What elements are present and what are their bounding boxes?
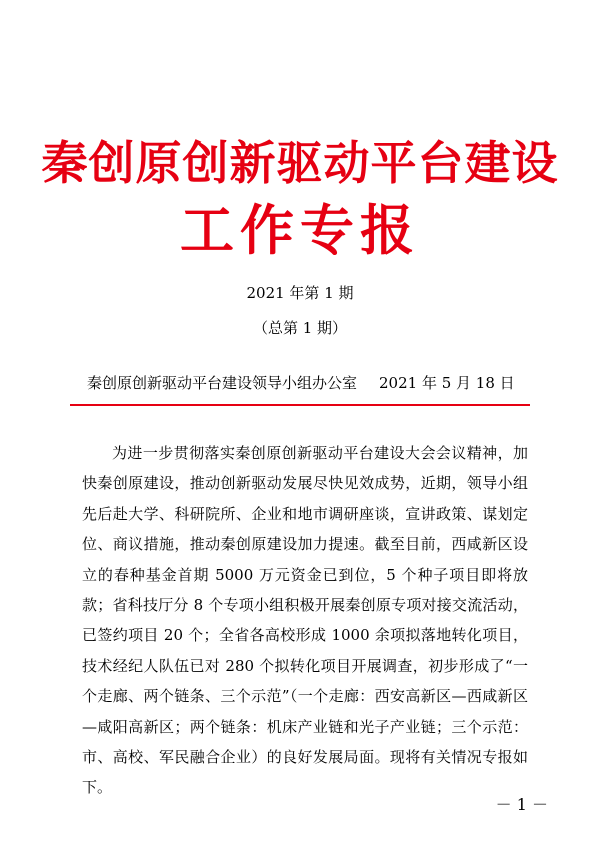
body-paragraph: 为进一步贯彻落实秦创原创新驱动平台建设大会会议精神，加快秦创原建设，推动创新驱动发展尽快见效成势，近期，领导小组先后赴大学、科研院所、企业和地市调研座谈，宣讲政策、谋划定位、商议措施，推动秦创原建设加力提速。截至目前，西咸新区设立的春种基金首期 5000 万元资金已到位，5 个种子项目即将放款；省科技厅分 8 个专项小组积极开展秦创原专项对接交流活动，已签约项目 20 个；全省各高校形成 1000 余项拟落地转化项目，技术经纪人队伍已对 280 个拟转化项目开展调查，初步形成了“一个走廊、两个链条、三个示范”（一个走廊：西安高新区—西咸新区—咸阳高新区；两个链条：机床产业链和光子产业链；三个示范：市、高校、军民融合企业）的良好发展局面。现将有关情况专报如下。 — [82, 444, 528, 797]
page-number: － 1 － — [495, 795, 548, 814]
issuer-name: 秦创原创新驱动平台建设领导小组办公室 — [87, 374, 358, 392]
red-divider-line — [70, 404, 530, 406]
issue-total-number: （总第 1 期） — [252, 319, 348, 337]
issue-number: 2021 年第 1 期 — [246, 284, 354, 302]
issuer-line — [87, 373, 527, 393]
document-title: 秦创原创新驱动平台建设 — [41, 136, 559, 190]
issue-date: 2021 年 5 月 18 日 — [379, 374, 515, 392]
document-subtitle: 工作专报 — [180, 198, 420, 262]
